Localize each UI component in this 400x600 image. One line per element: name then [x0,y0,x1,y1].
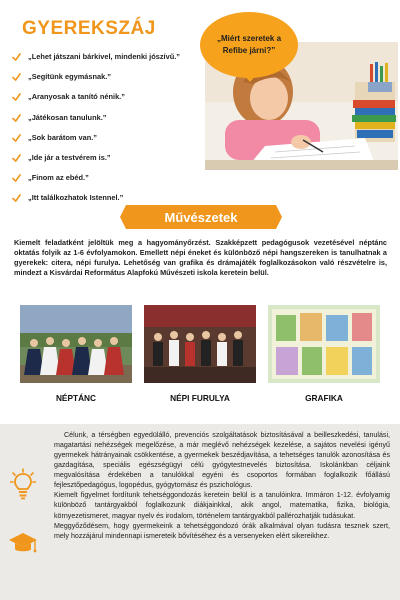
quote-list [12,52,217,214]
check-icon [12,52,28,61]
quote-text: „Sok barátom van.” [28,132,97,142]
arts-gallery [16,305,384,405]
list-item [12,173,217,193]
goals-section [0,424,400,600]
speech-bubble-tail [243,74,257,82]
quote-text: „Aranyosak a tanító nénik.” [28,92,125,102]
list-item [12,153,217,173]
quote-text: „Lehet játszani bárkivel, mindenki jószívű.” [28,52,180,61]
quote-text: „Finom az ebéd.” [28,173,89,183]
intro-section [0,0,400,203]
graphics-photo [268,305,380,383]
list-item [12,92,217,112]
bubble-text: „Miért szeretek a Refibe járni?” [216,34,282,55]
conviction-paragraph: Meggyőződésem, hogy gyermekeink a tehetséggondozó órák alkalmával olyan tudásra tesznek szert, mely hozzájárul mindennapi ismereteik bővítéséhez és a versenyeken elért sikereikhez. [54,521,390,540]
check-icon [12,113,28,122]
check-icon [12,193,28,202]
section-title: Művészetek [164,209,238,225]
folk-dance-photo [20,305,132,383]
quote-text: „Itt találkozhatok Istennel.” [28,193,124,203]
talent-paragraph: Kiemelt figyelmet fordítunk tehetséggondozás keretein belül is a tanulóinkra. Immáron 1-12. évfolyamig különböző tantárgyakból foglalkozunk diákjainkkal, akik angol, matematika, fizika, biológia, környezetismeret, magyar nyelv és irodalom, történelem tantárgyakból pallérozhatják tudásukat. [54,491,390,520]
goals-paragraph: Célunk, a térségben egyedülálló, prevenciós szolgáltatások biztosításával a beilleszkedési, tanulási, magatartási nehézségek megelőzése, a már meglévő nehézségek kezelése, a sajátos nevelési igényű gyermekek hátrányainak csökkentése, a gyermekek beszédjavítása, a tehetséges tanulók azonosítása és gazdagítása, speciális egészségügyi célú gyógytestnevelés biztosítása. Iskolánkban céljaink megvalósítása érdekében a tanulókkal egyéni és csoportos formában foglalkozik főállású fejlesztőpedagógus, logopédus, gyógytornász és pszichológus. [54,431,390,490]
goals-text [54,430,390,541]
check-icon [12,72,28,81]
gallery-caption: NÉPI FURULYA [170,393,230,403]
list-item [12,113,217,133]
check-icon [12,153,28,162]
list-item [12,133,217,153]
gallery-item-folk-flute [144,305,262,403]
page-title: GYEREKSZÁJ [22,18,156,39]
check-icon [12,92,28,101]
quote-text: „Ide jár a testvérem is.” [28,152,111,162]
list-item [12,72,217,92]
gallery-caption: GRAFIKA [305,393,343,403]
list-item [12,52,217,72]
graduation-cap-icon [8,530,38,556]
section-heading-arts [126,205,276,229]
quote-text: „Játékosan tanulunk.” [28,112,107,122]
gallery-item-folk-dance [20,305,138,403]
gallery-item-graphics [268,305,386,403]
gallery-caption: NÉPTÁNC [55,393,97,403]
arts-description: Kiemelt feladatként jelöltük meg a hagyományőrzést. Szakképzett pedagógusok vezetésével néptánc oktatás folyik az 1-6 évfolyamokon. Emellett népi éneket és különböző népi hangszereken is tanulhatnak a gyerekek: citera, népi furulya. Lehetőség van grafika és drámajáték foglalkozásokon való részvételre is, mindezt a Kisvárdai Református Alapfokú Művészeti iskola keretein belül. [14,238,387,277]
check-icon [12,173,28,182]
quote-text: „Segítünk egymásnak.” [28,72,111,82]
speech-bubble [200,12,298,78]
check-icon [12,133,28,142]
lightbulb-icon [10,468,36,500]
folk-flute-photo [144,305,256,383]
